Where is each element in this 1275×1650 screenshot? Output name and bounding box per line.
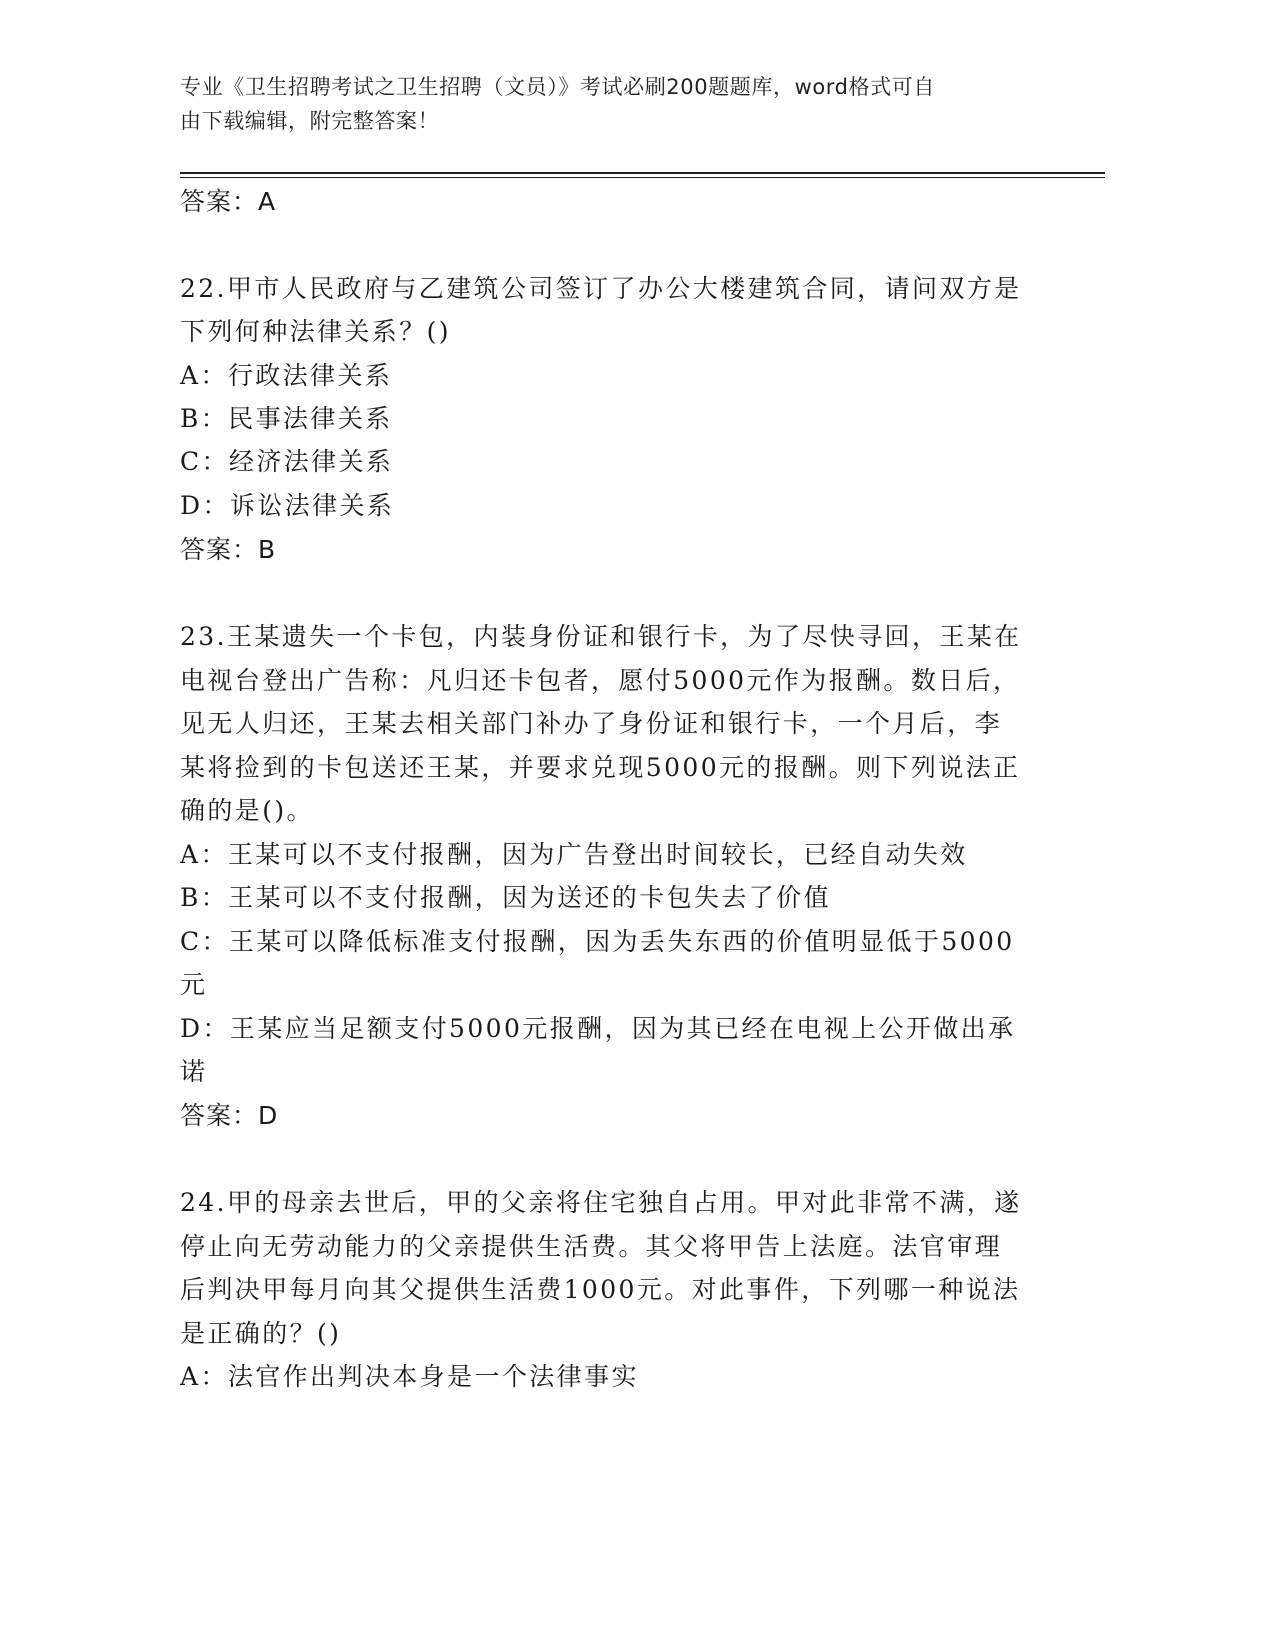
header-divider-thick: [180, 172, 1105, 174]
document-header: [180, 70, 1050, 138]
q23-option-d-line-1: D：王某应当足额支付5000元报酬，因为其已经在电视上公开做出承: [180, 1014, 1016, 1043]
q24-stem-line-2: 停止向无劳动能力的父亲提供生活费。其父将甲告上法庭。法官审理: [180, 1232, 1003, 1261]
q22-answer: 答案：B: [180, 535, 277, 564]
q22-option-a: A：行政法律关系: [180, 361, 393, 390]
q22-stem-line-2: 下列何种法律关系？(): [180, 317, 451, 346]
header-line-1: 专业《卫生招聘考试之卫生招聘（文员）》考试必刷200题题库，word格式可自: [180, 75, 935, 99]
header-divider-thin: [180, 177, 1105, 178]
q23-stem-line-5: 确的是()。: [180, 796, 314, 825]
q24-stem-line-1: 24.甲的母亲去世后，甲的父亲将住宅独自占用。甲对此非常不满，遂: [180, 1188, 1022, 1217]
q23-option-a: A：王某可以不支付报酬，因为广告登出时间较长，已经自动失效: [180, 840, 968, 869]
q23-stem-line-1: 23.王某遗失一个卡包，内装身份证和银行卡，为了尽快寻回，王某在: [180, 622, 1022, 651]
q23-option-b: B：王某可以不支付报酬，因为送还的卡包失去了价值: [180, 883, 831, 912]
q23-stem-line-2: 电视台登出广告称：凡归还卡包者，愿付5000元作为报酬。数日后，: [180, 666, 1021, 695]
q24-stem-line-3: 后判决甲每月向其父提供生活费1000元。对此事件，下列哪一种说法: [180, 1275, 1021, 1304]
q23-stem-line-3: 见无人归还，王某去相关部门补办了身份证和银行卡，一个月后，李: [180, 709, 1003, 738]
q23-option-c-line-1: C：王某可以降低标准支付报酬，因为丢失东西的价值明显低于5000: [180, 927, 1015, 956]
q23-option-c-line-2: 元: [180, 970, 208, 999]
q22-option-d: D：诉讼法律关系: [180, 491, 395, 520]
q23-answer: 答案：D: [180, 1101, 279, 1130]
header-line-2: 由下载编辑，附完整答案！: [180, 109, 440, 133]
q22-option-b: B：民事法律关系: [180, 404, 393, 433]
q24-stem-line-4: 是正确的？(): [180, 1319, 342, 1348]
q23-stem-line-4: 某将捡到的卡包送还王某，并要求兑现5000元的报酬。则下列说法正: [180, 753, 1021, 782]
q24-option-a: A：法官作出判决本身是一个法律事实: [180, 1362, 639, 1391]
q22-stem-line-1: 22.甲市人民政府与乙建筑公司签订了办公大楼建筑合同，请问双方是: [180, 274, 1022, 303]
prev-answer: 答案：A: [180, 187, 277, 216]
q22-option-c: C：经济法律关系: [180, 447, 394, 476]
q23-option-d-line-2: 诺: [180, 1057, 208, 1086]
